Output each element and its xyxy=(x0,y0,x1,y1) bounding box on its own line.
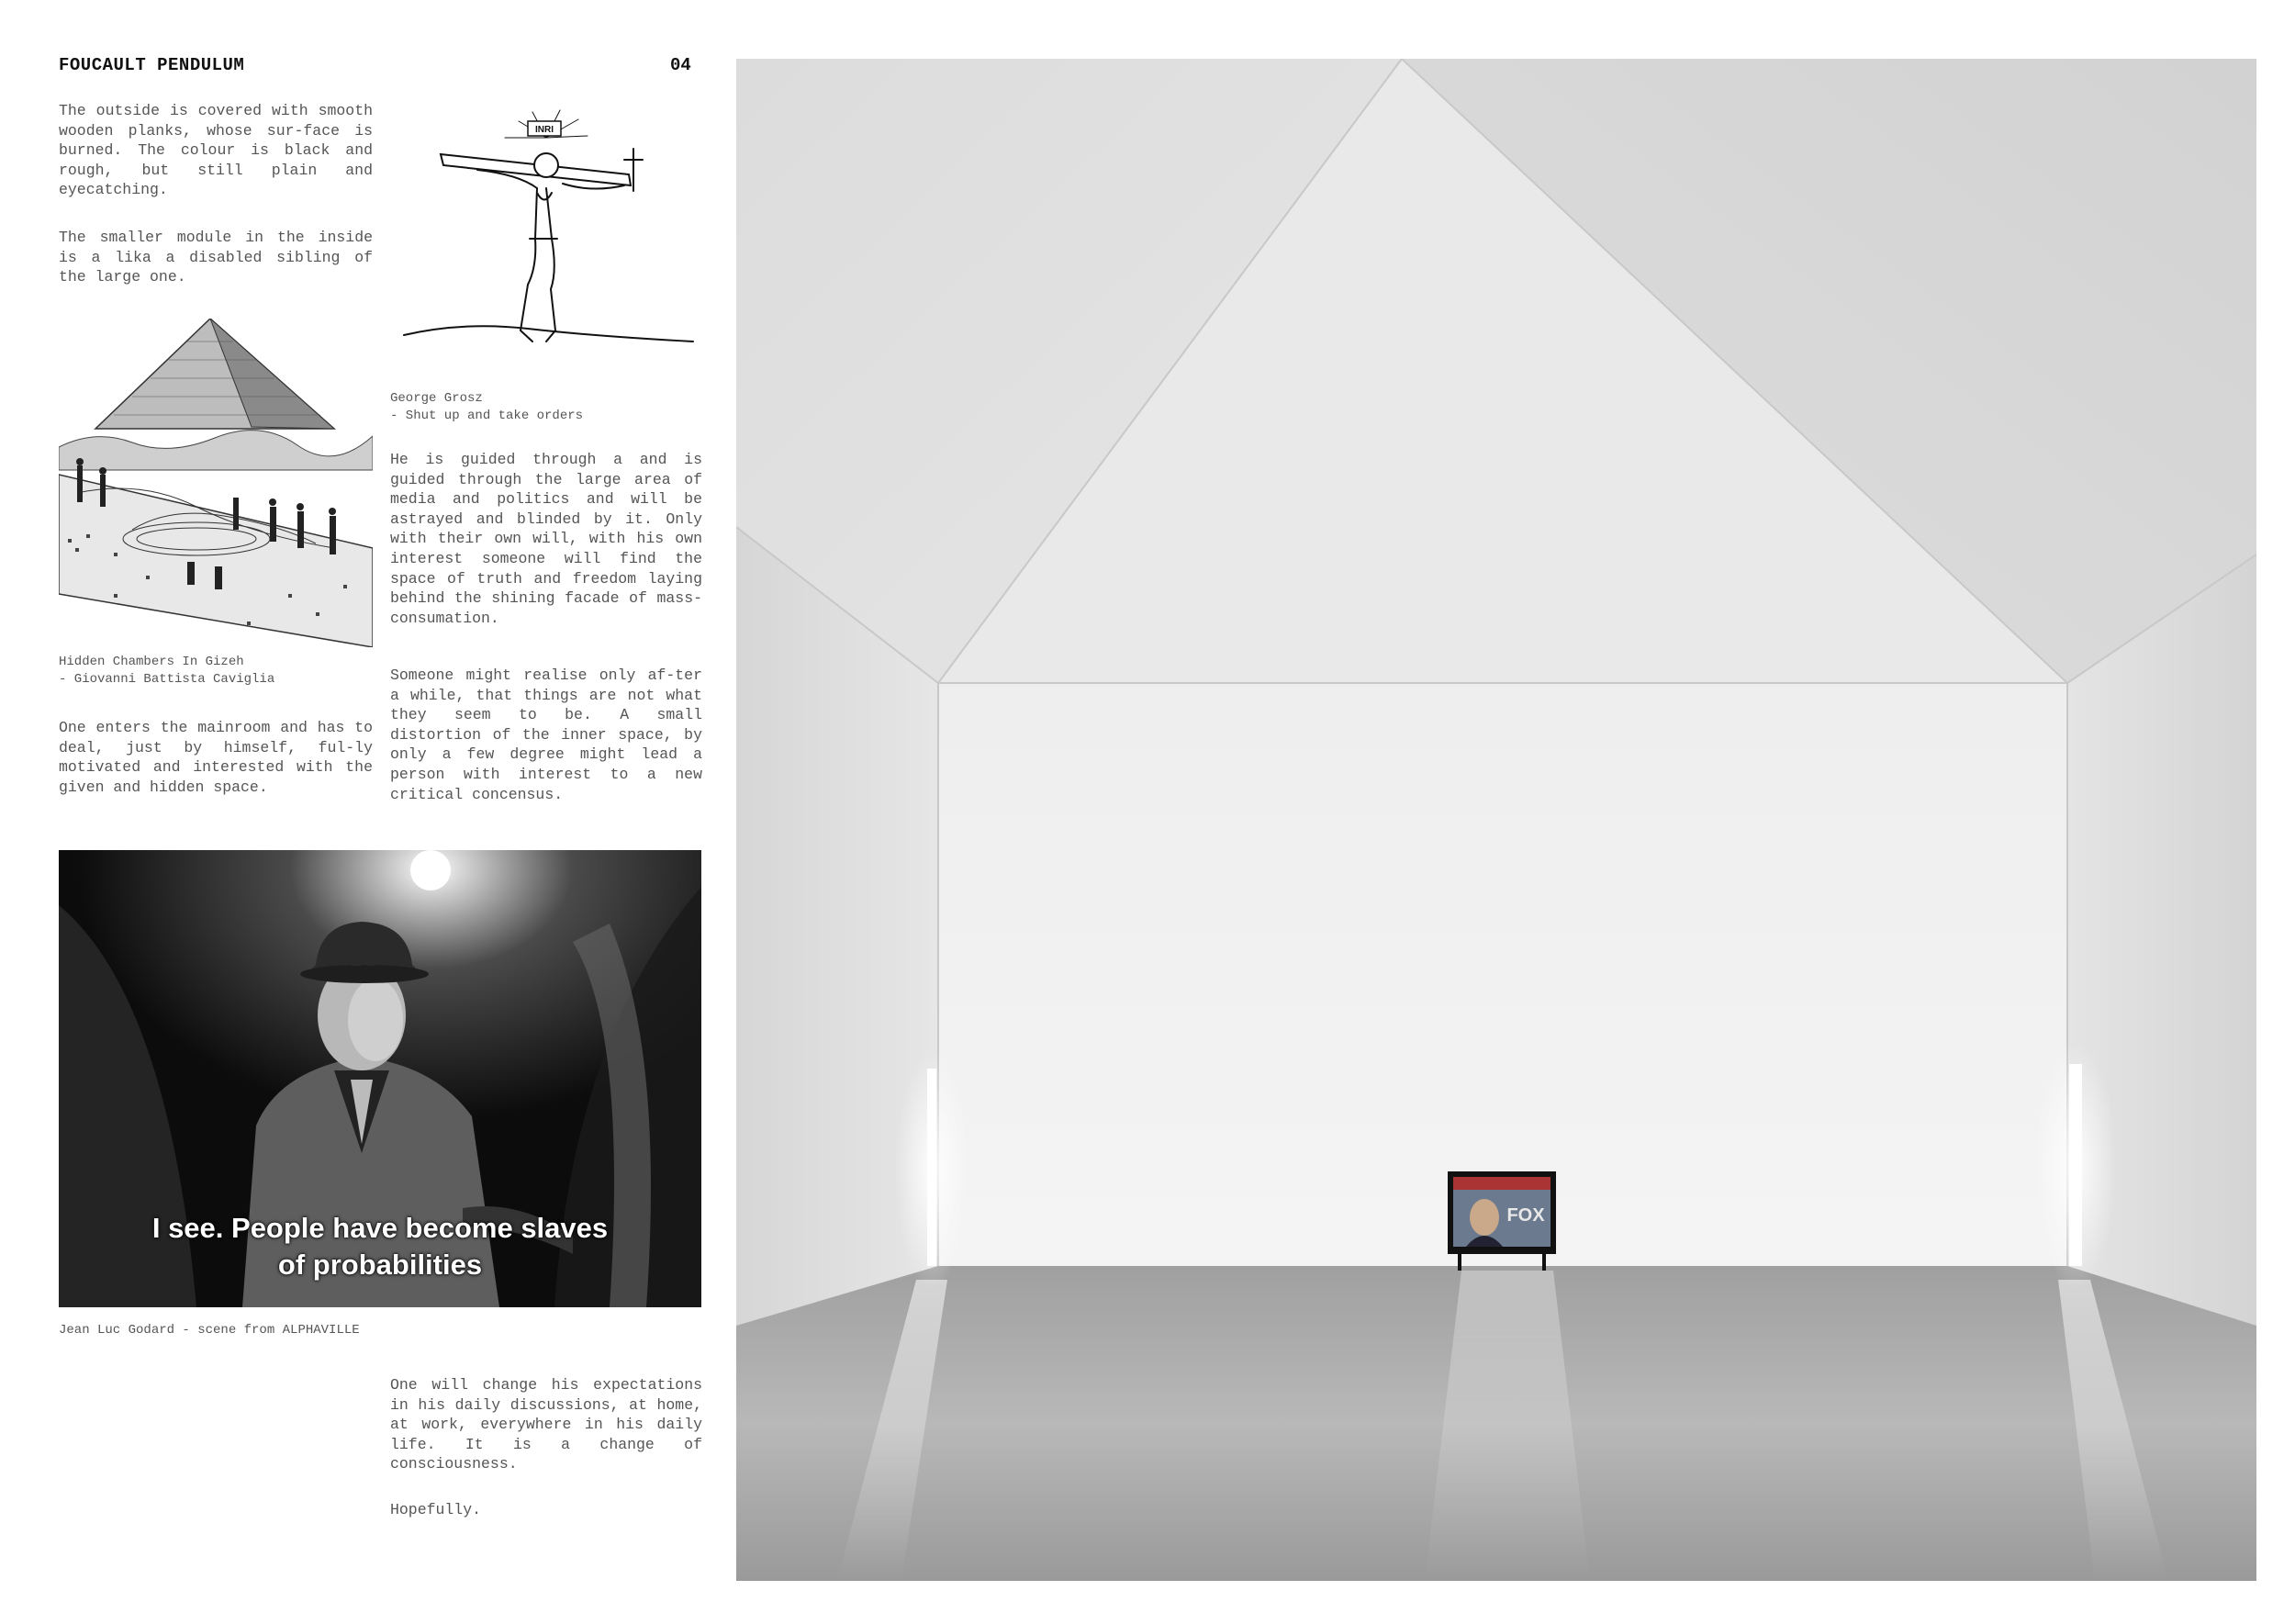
grosz-crucifixion-drawing xyxy=(390,101,702,376)
tv-screen-text: FOX xyxy=(1506,1205,1545,1226)
page-title: FOUCAULT PENDULUM xyxy=(59,55,245,75)
paragraph-hopefully: Hopefully. xyxy=(390,1501,482,1518)
paragraph-realise: Someone might realise only af-ter a while, that things are not what they seem to be. A small distortion of the inner space, by only a few degree might lead a person with interest to a new critical concensus. xyxy=(390,666,702,803)
paragraph-change: One will change his expectations in his daily discussions, at home, at work, everywhere in his daily life. It is a change of consciousness. xyxy=(390,1376,702,1473)
inri-sign: INRI xyxy=(535,125,554,135)
gizeh-pyramid-illustration xyxy=(59,319,373,647)
caption-grosz: George Grosz - Shut up and take orders xyxy=(390,391,584,423)
alphaville-film-still xyxy=(59,850,701,1307)
interior-render xyxy=(736,59,2256,1581)
paragraph-outside: The outside is covered with smooth wooden planks, whose sur-face is burned. The colour is black and rough, but still plain and eyecatching. xyxy=(59,102,373,199)
page-number: 04 xyxy=(670,55,691,75)
paragraph-guided: He is guided through a and is guided through the large area of media and politics and will be astrayed and blinded by it. Only with their own will, with his own interest someone will find the space of truth and freedom laying behind the shining facade of mass-consumation. xyxy=(390,451,702,627)
caption-gizeh: Hidden Chambers In Gizeh - Giovanni Battista Caviglia xyxy=(59,655,275,687)
paragraph-smaller-module: The smaller module in the inside is a lika a disabled sibling of the large one. xyxy=(59,229,373,286)
caption-godard: Jean Luc Godard - scene from ALPHAVILLE xyxy=(59,1323,360,1338)
film-subtitle: I see. People have become slaves of probabilities xyxy=(151,1212,609,1281)
paragraph-enters: One enters the mainroom and has to deal, just by himself, ful-ly motivated and interested with the given and hidden space. xyxy=(59,719,373,796)
